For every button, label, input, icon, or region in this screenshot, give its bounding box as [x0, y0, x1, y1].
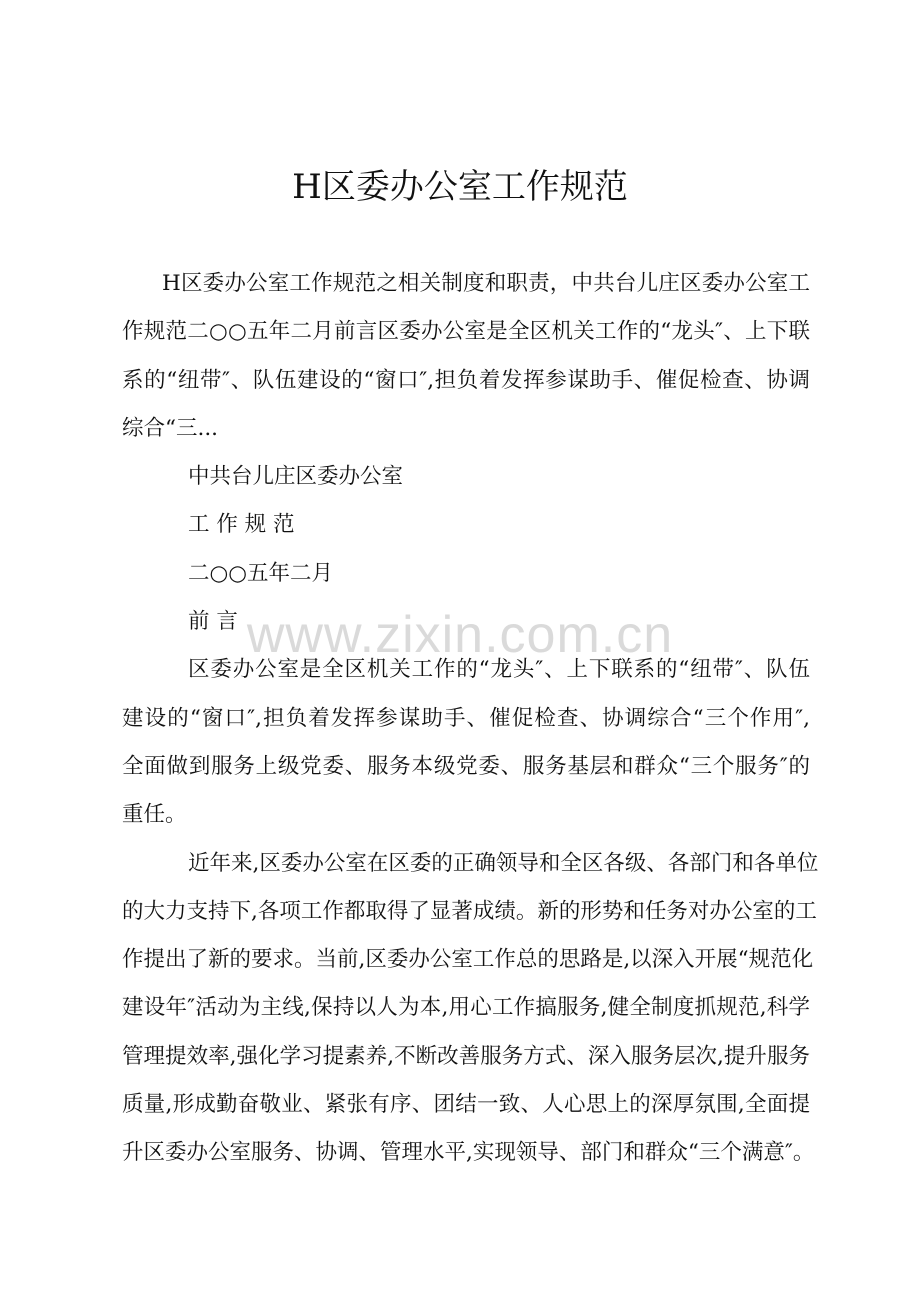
cover-org: 中共台儿庄区委办公室: [188, 464, 404, 490]
watermark: www.zixin.com.cn: [246, 606, 674, 664]
cover-date: 二○○五年二月: [188, 560, 334, 586]
paragraph-line: 重任。: [122, 802, 187, 828]
paragraph-line: 升区委办公室服务、协调、管理水平,实现领导、部门和群众“三个满意″。: [122, 1140, 815, 1166]
cover-doc-title: 工 作 规 范: [188, 512, 295, 538]
paragraph-line: 作提出了新的要求。当前,区委办公室工作总的思路是,以深入开展“规范化: [122, 947, 814, 973]
paragraph-line: 建设的“窗口″,担负着发挥参谋助手、催促检查、协调综合“三个作用″,: [122, 705, 810, 731]
summary-line: 作规范二○○五年二月前言区委办公室是全区机关工作的“龙头″、上下联: [122, 319, 810, 345]
paragraph-line: 区委办公室是全区机关工作的“龙头″、上下联系的“纽带″、队伍: [188, 657, 810, 683]
summary-line: 系的“纽带″、队伍建设的“窗口″,担负着发挥参谋助手、催促检查、协调: [122, 367, 810, 393]
summary-line: H区委办公室工作规范之相关制度和职责，中共台儿庄区委办公室工: [162, 271, 810, 296]
document-body: [122, 262, 819, 1180]
paragraph-line: 的大力支持下,各项工作都取得了显著成绩。新的形势和任务对办公室的工: [122, 898, 817, 924]
paragraph-line: 管理提效率,强化学习提素养,不断改善服务方式、深入服务层次,提升服务: [122, 1043, 810, 1069]
paragraph-line: 近年来,区委办公室在区委的正确领导和全区各级、各部门和各单位: [188, 850, 819, 876]
paragraph-line: 建设年″活动为主线,保持以人为本,用心工作搞服务,健全制度抓规范,科学: [122, 995, 810, 1021]
paragraph-line: 质量,形成勤奋敬业、紧张有序、团结一致、人心思上的深厚氛围,全面提: [122, 1092, 810, 1118]
document-title: H区委办公室工作规范: [292, 167, 628, 207]
preface-heading: 前 言: [188, 609, 238, 635]
paragraph-line: 全面做到服务上级党委、服务本级党委、服务基层和群众“三个服务″的: [122, 753, 810, 779]
summary-line: 综合“三...: [122, 415, 218, 441]
